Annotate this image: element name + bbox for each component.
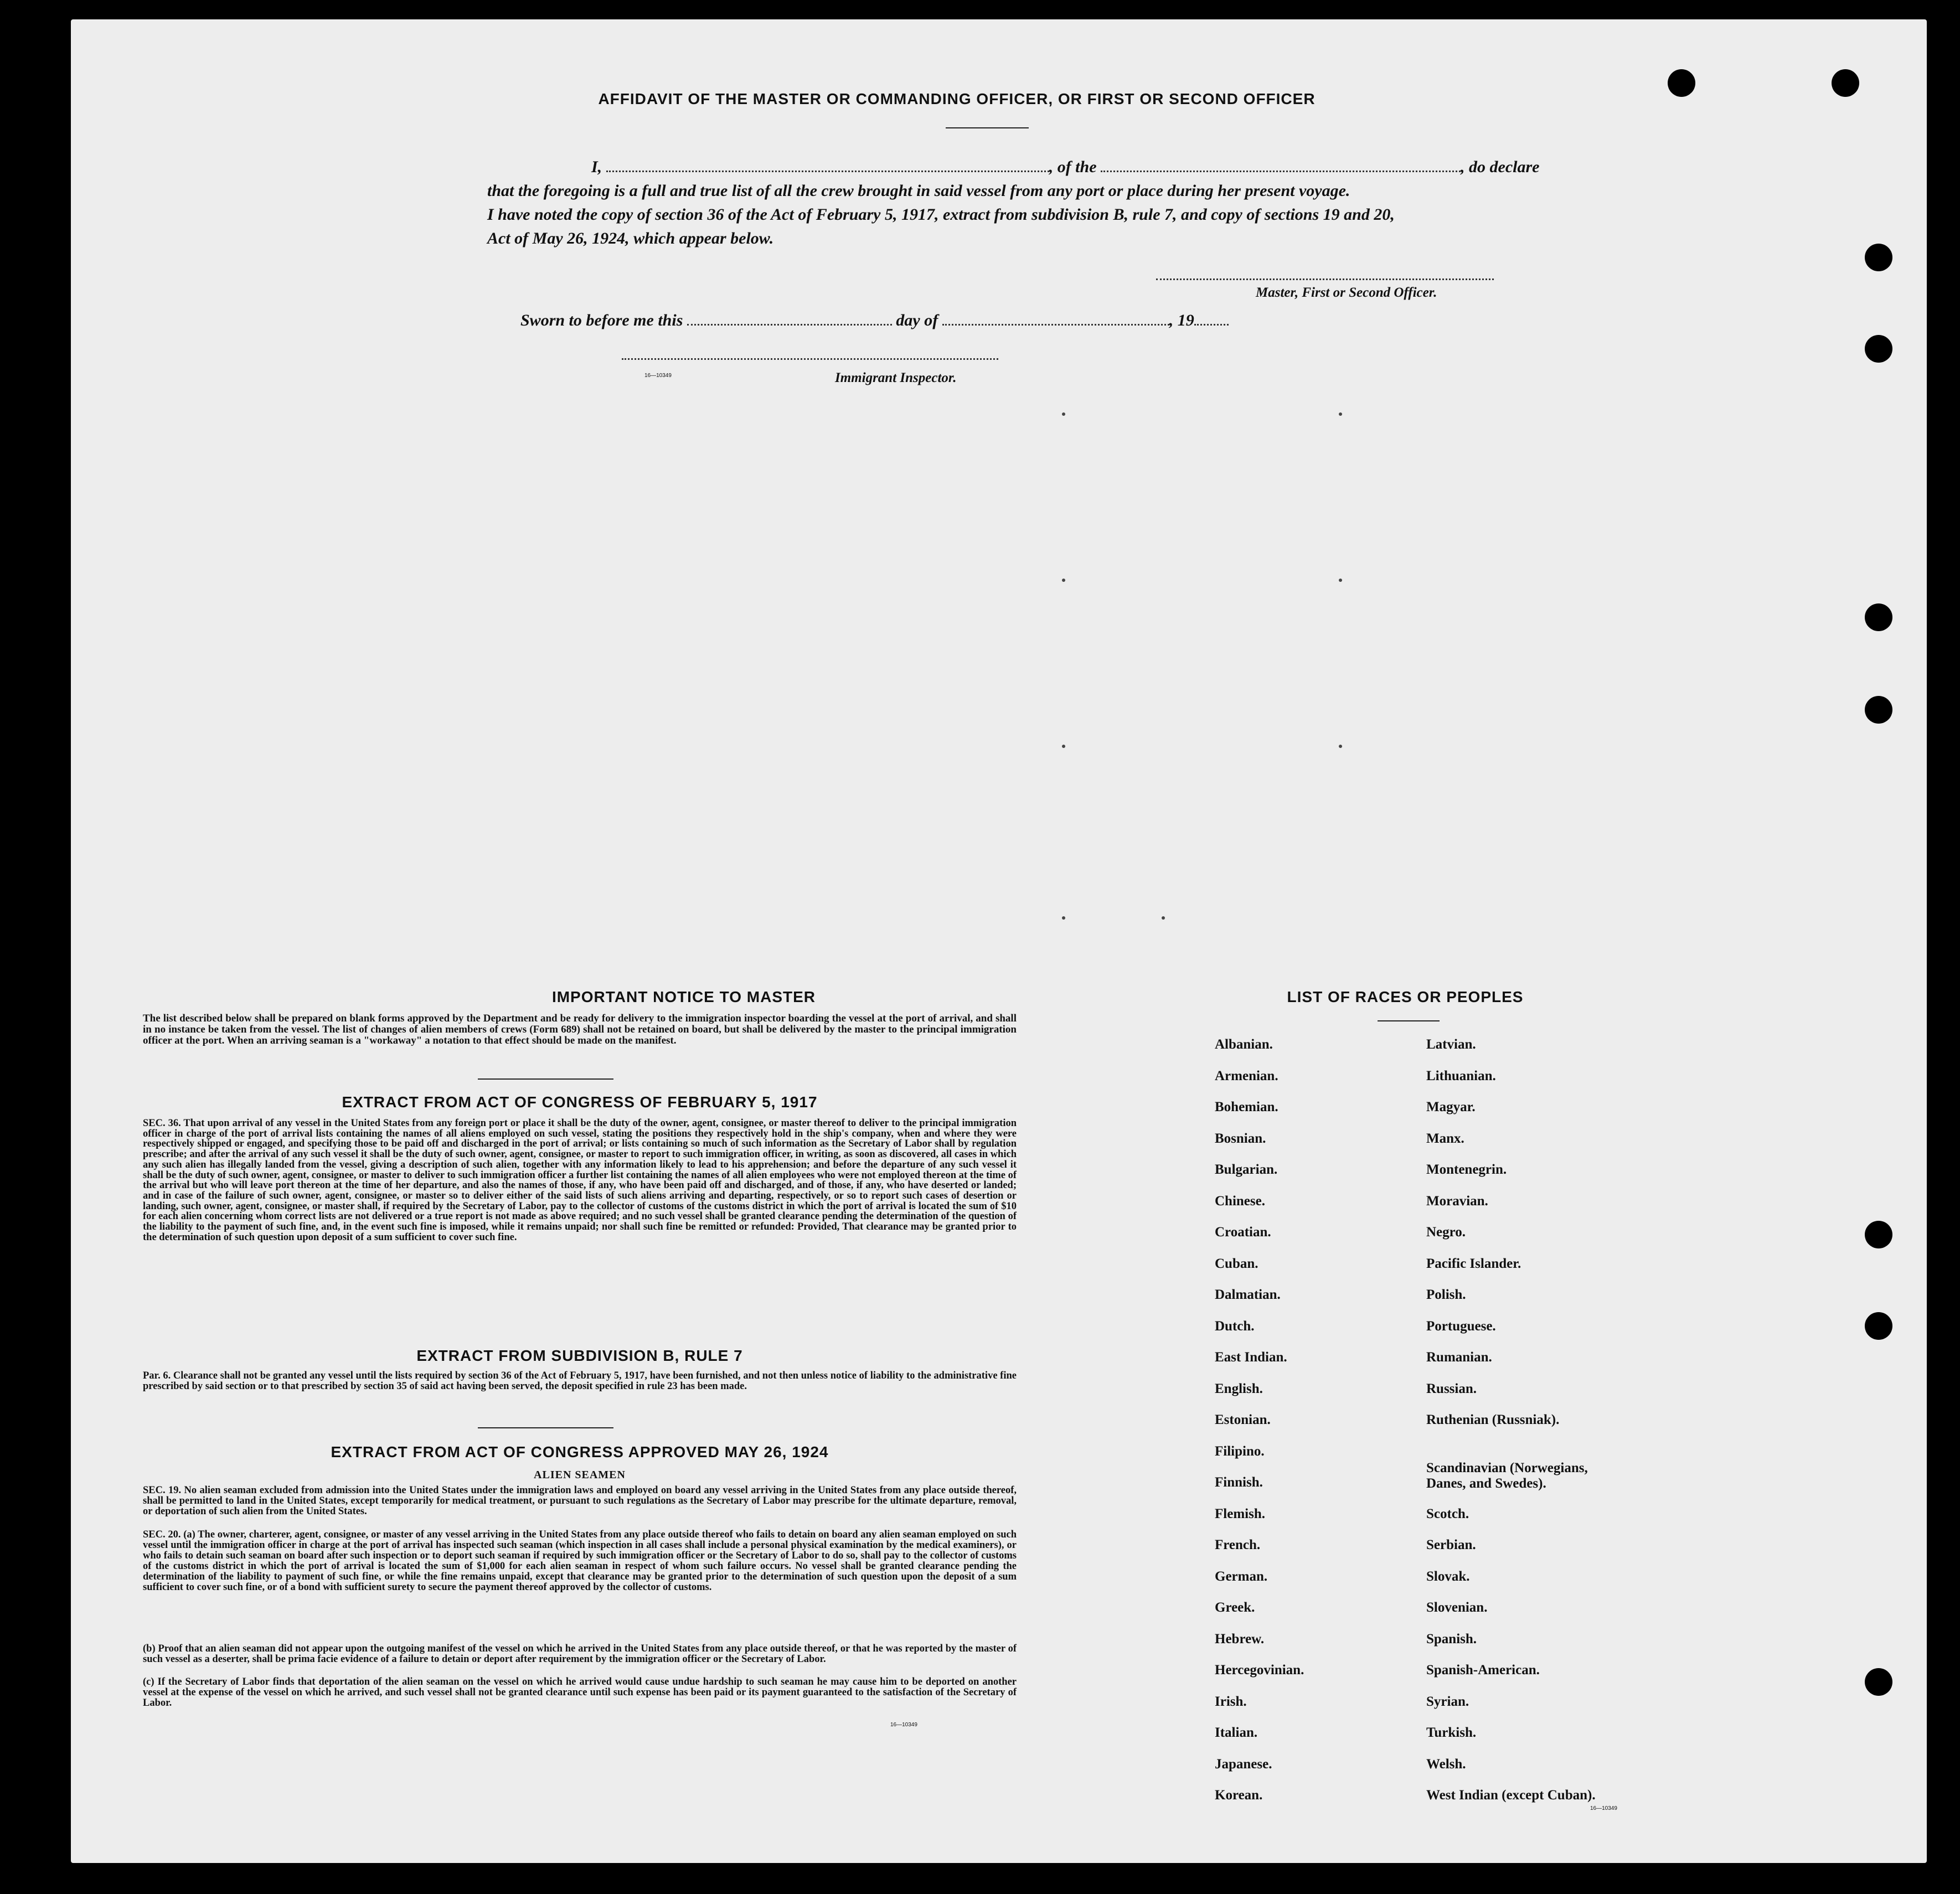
rule7-text: Par. 6. Clearance shall not be granted any vessel until the lists required by section 36 of the Act of February 5, 1917, have been furnished, and not then unless notice of liability to the administrative fine prescribed by said section or to that prescribed by section 35 of said act having been served, the deposit specified in rule 23 has been made. (143, 1370, 1017, 1392)
rule7-title: EXTRACT FROM SUBDIVISION B, RULE 7 (416, 1347, 743, 1364)
race-item: Negro. (1426, 1225, 1466, 1240)
race-item: Bosnian. (1215, 1131, 1266, 1146)
affidavit-form-number: 16—10349 (644, 373, 672, 379)
affidavit-title: AFFIDAVIT OF THE MASTER OR COMMANDING OFFICER, OR FIRST OR SECOND OFFICER (598, 90, 1316, 107)
affidavit-line3: I have noted the copy of section 36 of the Act of February 5, 1917, extract from subdivision B, rule 7, and copy of sections 19 and 20, (487, 205, 1395, 224)
punch-hole (1865, 244, 1892, 271)
race-item: Hebrew. (1215, 1631, 1265, 1647)
inspector-label: Immigrant Inspector. (835, 370, 957, 385)
race-item: Scotch. (1426, 1506, 1469, 1521)
punch-hole (1832, 69, 1859, 97)
races-rule (1378, 1020, 1440, 1021)
stray-mark (1062, 412, 1065, 416)
race-item: Albanian. (1215, 1037, 1273, 1052)
race-item: Croatian. (1215, 1225, 1271, 1240)
stray-mark (1062, 745, 1065, 748)
race-item: Rumanian. (1426, 1350, 1492, 1365)
section-rule (478, 1427, 613, 1428)
stray-mark (1062, 916, 1065, 920)
race-item: Manx. (1426, 1131, 1464, 1146)
race-item: Moravian. (1426, 1193, 1488, 1209)
notice-title: IMPORTANT NOTICE TO MASTER (551, 988, 816, 1005)
race-item: Spanish-American. (1426, 1663, 1540, 1678)
race-item: Italian. (1215, 1725, 1258, 1740)
signature-label: Master, First or Second Officer. (1256, 285, 1437, 300)
notice-text: The list described below shall be prepared on blank forms approved by the Department and be ready for delivery to the immigration inspector boarding the vessel at the port of arrival, and shall in no instance be taken from the vessel. The list of changes of alien members of crews (Form 689) shall not be retained on board, but shall be delivered by the master to the principal immigration officer at the port. When an arriving seaman is a "workaway" a notation to that effect should be made on the manifest. (143, 1013, 1017, 1046)
race-item: Bohemian. (1215, 1100, 1278, 1114)
extract-1917-title: EXTRACT FROM ACT OF CONGRESS OF FEBRUARY 5, 1917 (342, 1093, 818, 1111)
stray-mark (1339, 745, 1342, 748)
affidavit-line2: that the foregoing is a full and true list of all the crew brought in said vessel from any port or place during her present voyage. (487, 182, 1350, 200)
title-rule (946, 127, 1029, 128)
race-item: Latvian. (1426, 1037, 1476, 1052)
affidavit-line1 (591, 158, 1599, 177)
punch-hole (1865, 603, 1892, 631)
race-item: Armenian. (1215, 1068, 1278, 1083)
race-item: East Indian. (1215, 1350, 1287, 1365)
sec20c-text: (c) If the Secretary of Labor finds that deportation of the alien seaman on the vessel on which he arrived would cause undue hardship to such seaman he may cause him to be deported on another vessel at the expense of the vessel on which he arrived, and such vessel shall not be granted clearance until such expense has been paid or its payment guaranteed to the satisfaction of the Secretary of Labor. (143, 1676, 1017, 1709)
affidavit-i: I, (591, 158, 602, 176)
race-item: Slovenian. (1426, 1600, 1488, 1615)
race-item: Turkish. (1426, 1725, 1477, 1740)
sec19-text: SEC. 19. No alien seaman excluded from admission into the United States under the immigration laws and employed on board any vessel arriving in the United States from any place outside thereof, shall be permitted to land in the United States, except temporarily for medical treatment, or pursuant to such regulations as the Secretary of Labor may prescribe for the ultimate departure, removal, or deportation of such alien from the United States. (143, 1485, 1017, 1517)
race-item: Lithuanian. (1426, 1068, 1496, 1083)
extract-1924-title: EXTRACT FROM ACT OF CONGRESS APPROVED MAY 26, 1924 (331, 1443, 829, 1461)
punch-hole (1865, 335, 1892, 363)
year-label: , 19 (1169, 311, 1194, 329)
stray-mark (1339, 579, 1342, 582)
punch-hole (1668, 69, 1695, 97)
race-item: Scandinavian (Norwegians, Danes, and Swedes). (1426, 1460, 1588, 1491)
race-item: Pacific Islander. (1426, 1256, 1521, 1271)
day-of-label: day of (896, 311, 938, 329)
year-blank (1194, 324, 1229, 326)
race-item: Filipino. (1215, 1443, 1265, 1459)
affidavit-of-the: , of the (1049, 158, 1097, 176)
race-item: Irish. (1215, 1694, 1247, 1709)
punch-hole (1865, 696, 1892, 724)
race-item: Cuban. (1215, 1256, 1258, 1271)
document-page (71, 19, 1927, 1863)
sworn-line (520, 311, 1229, 330)
punch-hole (1865, 1221, 1892, 1248)
race-item: English. (1215, 1381, 1263, 1396)
affidavit-declare: , do declare (1461, 158, 1540, 176)
races-title: LIST OF RACES OR PEOPLES (1287, 988, 1524, 1005)
affidavit-line4: Act of May 26, 1924, which appear below. (487, 229, 774, 247)
race-item: Ruthenian (Russniak). (1426, 1412, 1560, 1427)
inspector-blank (622, 358, 998, 360)
race-item: Japanese. (1215, 1756, 1272, 1772)
punch-hole (1865, 1668, 1892, 1696)
stray-mark (1062, 579, 1065, 582)
race-item: Welsh. (1426, 1756, 1466, 1772)
section-rule (478, 1078, 613, 1080)
sec20a-text: SEC. 20. (a) The owner, charterer, agent, consignee, or master of any vessel arriving in the United States from any place outside thereof who fails to detain on board any alien seaman employed on such vessel until the immigration officer in charge at the port of arrival has inspected such seaman (which inspection in all cases shall include a personal physical examination by the medical examiners), or who fails to detain such seaman on board after such inspection or to deport such seaman if required by such immigration officer or the Secretary of Labor to do so, shall pay to the collector of customs of the customs district in which the port of arrival is located the sum of $1,000 for each alien seaman in respect of whom such failure occurs. No vessel shall be granted clearance pending the determination of the liability to payment of such fine, or while the fine remains unpaid, except that clearance may be granted prior to the determination of such question upon the deposit of a sum sufficient to cover such fine, or of a bond with sufficient surety to secure the payment thereof approved by the collector of customs. (143, 1529, 1017, 1593)
vessel-blank (1101, 171, 1461, 172)
race-item: German. (1215, 1568, 1268, 1584)
extract-form-number: 16—10349 (890, 1722, 917, 1728)
races-form-number: 16—10349 (1590, 1805, 1617, 1812)
race-item: Polish. (1426, 1287, 1466, 1302)
sworn-label: Sworn to before me this (520, 311, 683, 329)
race-item: Spanish. (1426, 1631, 1477, 1647)
alien-seamen-subtitle: ALIEN SEAMEN (534, 1469, 626, 1481)
race-item: Greek. (1215, 1600, 1255, 1615)
extract-1917-text: SEC. 36. That upon arrival of any vessel in the United States from any foreign port or place it shall be the duty of the owner, agent, consignee, or master thereof to deliver to the principal immigration officer in charge of the port of arrival lists containing the names of all aliens employed on such vessel, stating the positions they respectively hold in the ship's company, when and where they were respectively shipped or engaged, and specifying those to be paid off and discharged in the port of arrival; or lists containing so much of such information as the Secretary of Labor shall by regulation prescribe; and after the arrival of any such vessel it shall be the duty of such owner, agent, consignee, or master to report to such immigration officer, in writing, as soon as discovered, all cases in which any such alien has illegally landed from the vessel, giving a description of such alien, together with any information likely to lead to his apprehension; and before the departure of any such vessel it shall be the duty of such owner, agent, consignee, or master to deliver to such immigration officer a further list containing the names of all alien employees who were not employed thereon at the time of the arrival but who will leave port thereon at the time of her departure, and also the names of those, if any, who have been paid off and discharged, and of those, if any, who have deserted or landed; and in case of the failure of such owner, agent, consignee, or master so to deliver either of the said lists of such aliens arriving and departing, respectively, or so to report such cases of desertion or landing, such owner, agent, consignee, or master shall, if required by the Secretary of Labor, pay to the collector of customs of the customs district in which the port of arrival is located the sum of $10 for each alien concerning whom correct lists are not delivered or a true report is not made as above required; and no such vessel shall be granted clearance pending the determination of the question of the liability to the payment of such fine, and, in the event such fine is imposed, while it remains unpaid; nor shall such fine be remitted or refunded: Provided, That clearance may be granted prior to the determination of such question upon deposit of a sum sufficient to cover such fine. (143, 1118, 1017, 1243)
race-item: French. (1215, 1537, 1261, 1552)
month-blank (942, 324, 1169, 326)
sec20b-text: (b) Proof that an alien seaman did not appear upon the outgoing manifest of the vessel on which he arrived in the United States from any place outside thereof, or that he was reported by the master of such vessel as a deserter, shall be prima facie evidence of a failure to detain or deport after requirement by the immigration officer or the Secretary of Labor. (143, 1643, 1017, 1665)
race-item: West Indian (except Cuban). (1426, 1788, 1596, 1803)
stray-mark (1162, 916, 1165, 920)
race-item: Flemish. (1215, 1506, 1265, 1521)
race-item: Korean. (1215, 1788, 1263, 1803)
signature-blank (1156, 278, 1494, 280)
race-item: Russian. (1426, 1381, 1477, 1396)
race-item: Hercegovinian. (1215, 1663, 1304, 1678)
race-item: Montenegrin. (1426, 1162, 1507, 1177)
punch-hole (1865, 1312, 1892, 1340)
race-item: Dalmatian. (1215, 1287, 1281, 1302)
race-item: Finnish. (1215, 1475, 1263, 1490)
stray-mark (1339, 412, 1342, 416)
race-item: Dutch. (1215, 1318, 1255, 1334)
race-item: Chinese. (1215, 1193, 1265, 1209)
race-item: Syrian. (1426, 1694, 1469, 1709)
race-item: Estonian. (1215, 1412, 1271, 1427)
race-item: Slovak. (1426, 1568, 1470, 1584)
name-blank (606, 171, 1049, 172)
race-item: Magyar. (1426, 1100, 1476, 1114)
race-item: Serbian. (1426, 1537, 1476, 1552)
sworn-day-blank (687, 324, 892, 326)
race-item: Portuguese. (1426, 1318, 1496, 1334)
race-item: Bulgarian. (1215, 1162, 1278, 1177)
